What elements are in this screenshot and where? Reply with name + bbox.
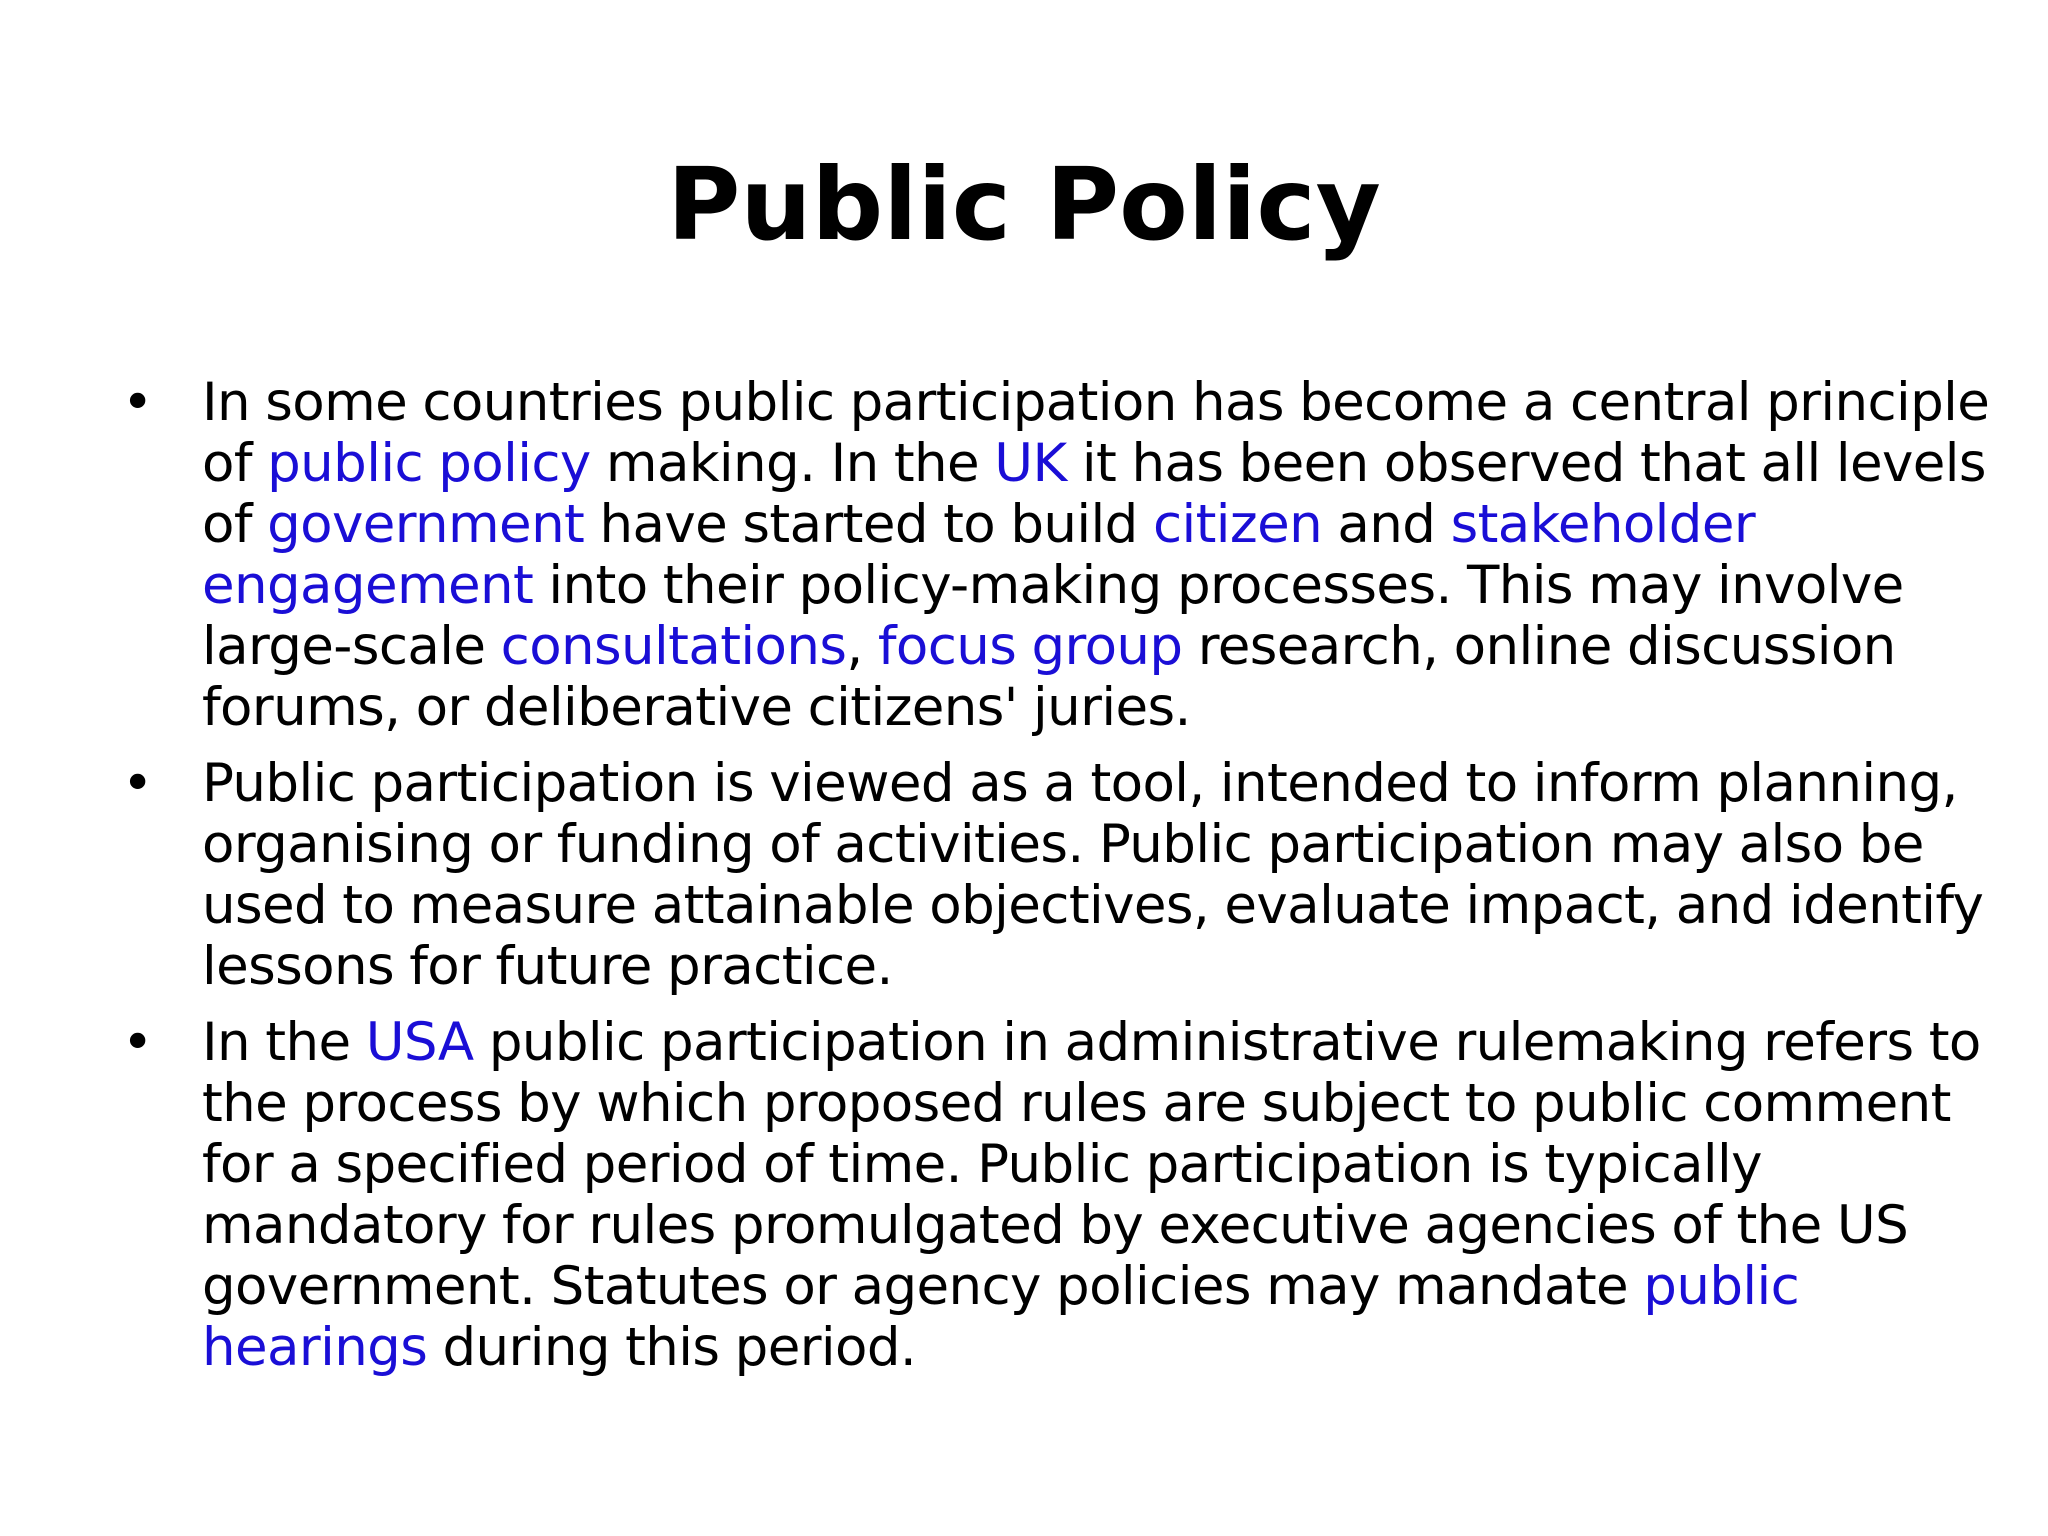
link-stakeholder-engagement[interactable]: stakeholder engagement — [202, 494, 1756, 616]
link-government[interactable]: government — [267, 494, 585, 555]
link-consultations[interactable]: consultations — [500, 616, 847, 677]
link-public-hearings[interactable]: public hearings — [202, 1256, 1800, 1378]
text-segment: making. In the — [590, 433, 995, 494]
slide-title: Public Policy — [667, 146, 1381, 263]
text-segment: , — [846, 616, 878, 677]
bullet-icon: • — [122, 753, 154, 814]
link-usa[interactable]: USA — [365, 1012, 474, 1073]
link-uk[interactable]: UK — [994, 433, 1067, 494]
bullet-text — [202, 1012, 1992, 1378]
text-segment: it has been observed that all levels of — [202, 433, 1986, 555]
text-segment: and — [1322, 494, 1451, 555]
bullet-list — [122, 372, 1992, 1393]
bullet-icon: • — [122, 1012, 154, 1073]
bullet-text — [202, 372, 1992, 738]
bullet-item-3 — [122, 1012, 1992, 1378]
bullet-text — [202, 753, 1992, 997]
text-segment: In the — [202, 1012, 366, 1073]
bullet-item-2 — [122, 753, 1992, 997]
text-segment: In some countries public participation has become a central principle of — [202, 372, 1990, 494]
text-segment: research, online discussion forums, or deliberative citizens' juries. — [202, 616, 1896, 738]
link-focus-group[interactable]: focus group — [877, 616, 1183, 677]
text-segment: have started to build — [584, 494, 1153, 555]
text-segment: Public participation is viewed as a tool, intended to inform planning, organising or funding of activities. Public participation may also be used to measure attainable objectives, evaluate impact, and identify lessons for future practice. — [202, 753, 1984, 997]
text-segment: during this period. — [427, 1317, 917, 1378]
link-citizen[interactable]: citizen — [1152, 494, 1323, 555]
text-segment: into their policy-making processes. This may involve large-scale — [202, 555, 1904, 677]
text-segment: public participation in administrative rulemaking refers to the process by which proposed rules are subject to public comment for a specified period of time. Public participation is typically mandatory for rules promulgated by executive agencies of the US government. Statutes or agency policies may mandate — [202, 1012, 1981, 1317]
bullet-item-1 — [122, 372, 1992, 738]
bullet-icon: • — [122, 372, 154, 433]
link-public-policy[interactable]: public policy — [267, 433, 591, 494]
